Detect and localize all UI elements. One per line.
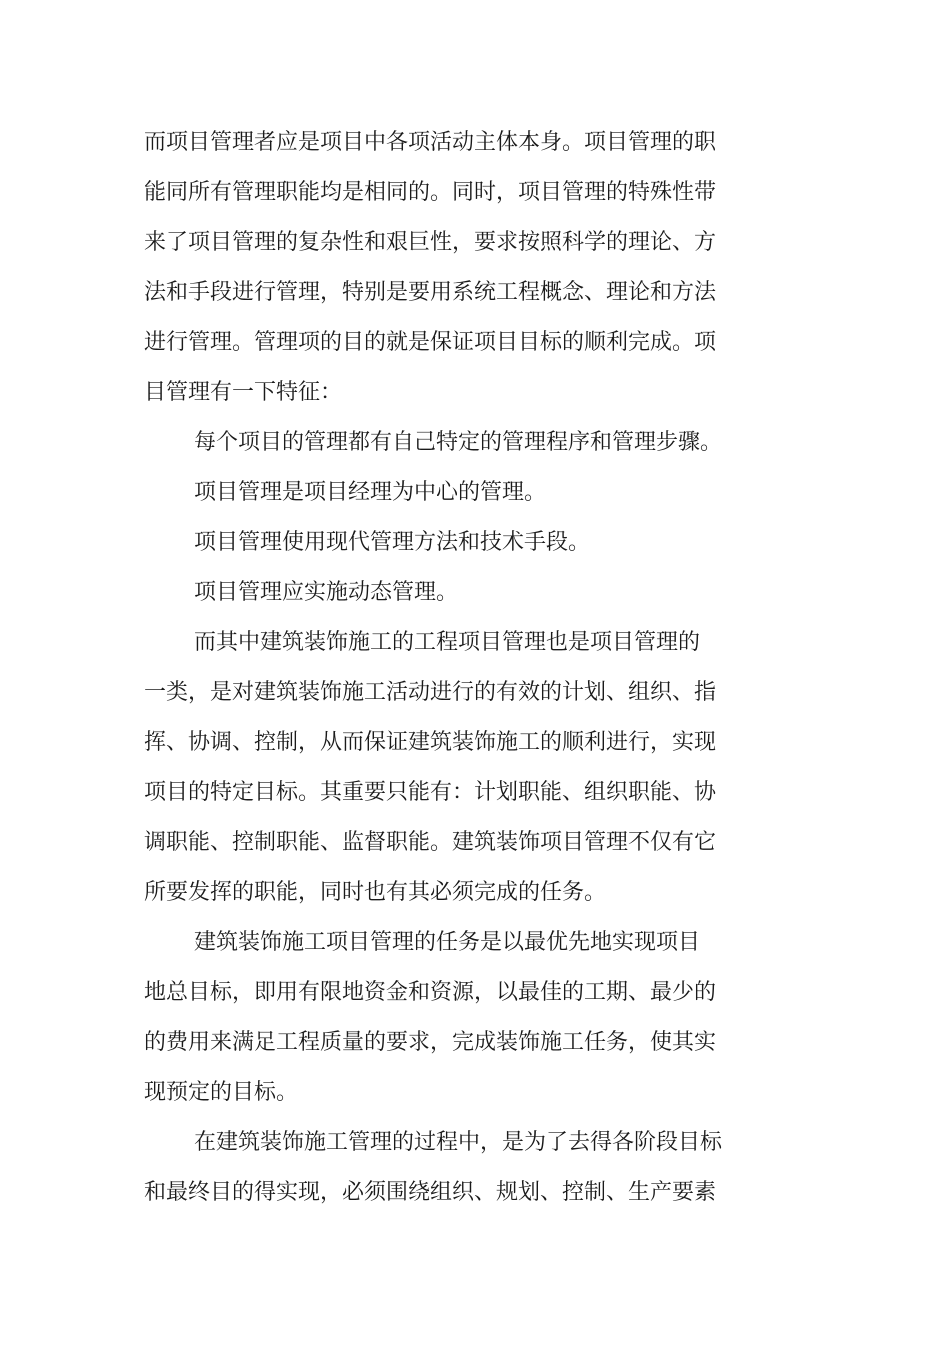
paragraph-3-line-2: 地总目标，即用有限地资金和资源，以最佳的工期、最少的 [144, 980, 717, 1005]
body-text [144, 118, 754, 1218]
paragraph-4-line-1: 在建筑装饰施工管理的过程中，是为了去得各阶段目标 [194, 1130, 723, 1155]
paragraph-4-line-2: 和最终目的得实现，必须围绕组织、规划、控制、生产要素 [144, 1180, 717, 1205]
feature-item-1: 每个项目的管理都有自己特定的管理程序和管理步骤。 [194, 430, 723, 455]
feature-item-3: 项目管理使用现代管理方法和技术手段。 [194, 530, 591, 555]
paragraph-2-line-5: 调职能、控制职能、监督职能。建筑装饰项目管理不仅有它 [144, 830, 717, 855]
paragraph-3-line-1: 建筑装饰施工项目管理的任务是以最优先地实现项目 [194, 930, 701, 955]
paragraph-2-line-2: 一类，是对建筑装饰施工活动进行的有效的计划、组织、指 [144, 680, 717, 705]
paragraph-1-line-6: 目管理有一下特征： [144, 380, 343, 405]
paragraph-2-line-4: 项目的特定目标。其重要只能有：计划职能、组织职能、协 [144, 780, 717, 805]
paragraph-1-line-1: 而项目管理者应是项目中各项活动主体本身。项目管理的职 [144, 130, 717, 155]
paragraph-1-line-3: 来了项目管理的复杂性和艰巨性，要求按照科学的理论、方 [144, 230, 717, 255]
paragraph-3-line-3: 的费用来满足工程质量的要求，完成装饰施工任务，使其实 [144, 1030, 717, 1055]
feature-item-2: 项目管理是项目经理为中心的管理。 [194, 480, 547, 505]
paragraph-1-line-5: 进行管理。管理项的目的就是保证项目目标的顺利完成。项 [144, 330, 717, 355]
feature-item-4: 项目管理应实施动态管理。 [194, 580, 459, 605]
paragraph-1-line-2: 能同所有管理职能均是相同的。同时，项目管理的特殊性带 [144, 180, 717, 205]
paragraph-1-line-4: 法和手段进行管理，特别是要用系统工程概念、理论和方法 [144, 280, 717, 305]
paragraph-2-line-3: 挥、协调、控制，从而保证建筑装饰施工的顺利进行，实现 [144, 730, 717, 755]
paragraph-2-line-6: 所要发挥的职能，同时也有其必须完成的任务。 [144, 880, 607, 905]
paragraph-3-line-4: 现预定的目标。 [144, 1080, 299, 1105]
paragraph-2-line-1: 而其中建筑装饰施工的工程项目管理也是项目管理的 [194, 630, 701, 655]
